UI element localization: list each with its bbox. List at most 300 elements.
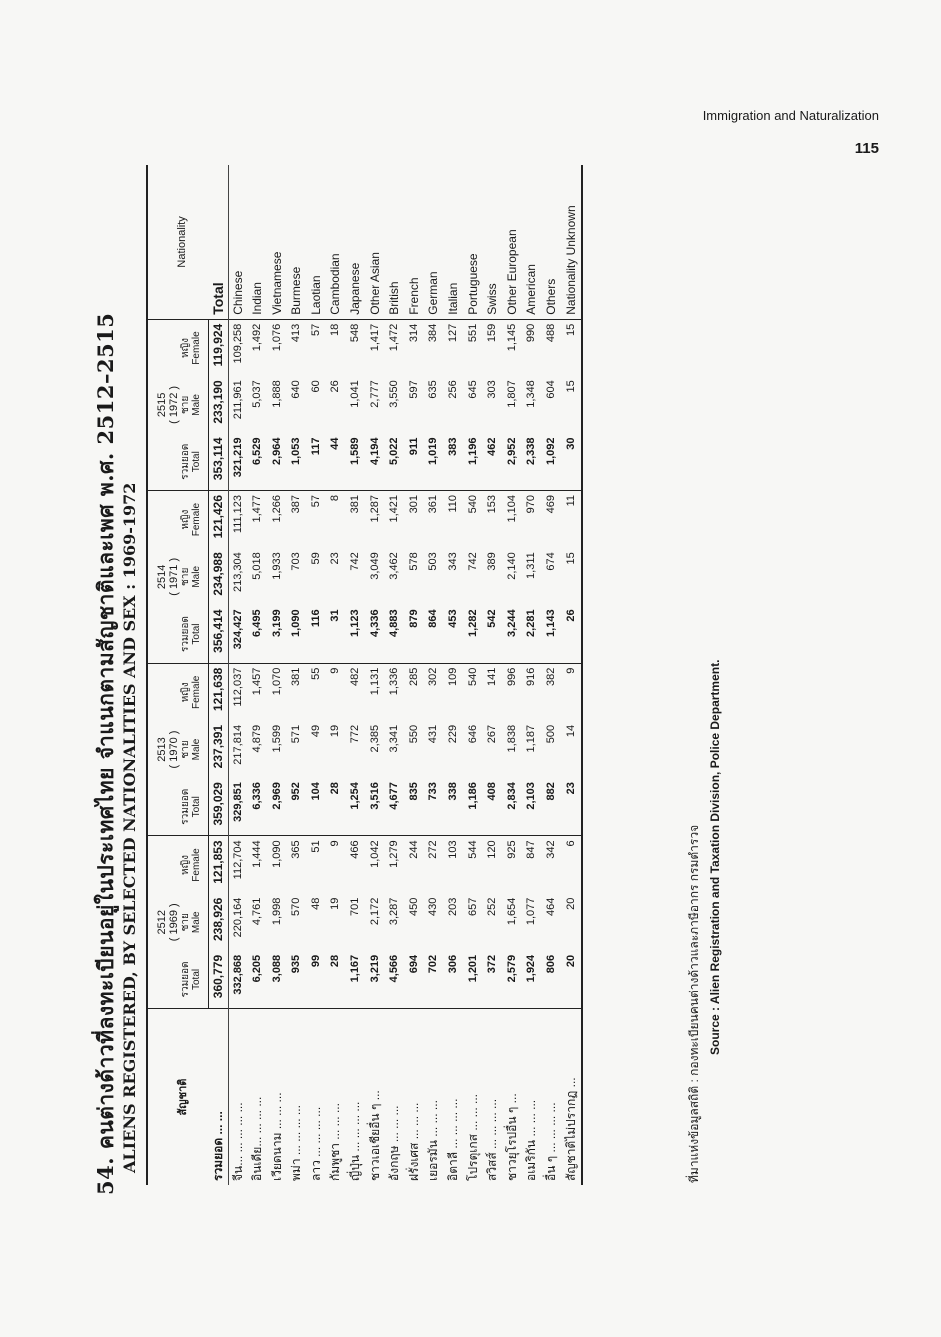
nationality-thai-cell: อื่น ๆ ... ... ... ... xyxy=(544,1102,558,1181)
value-cell: 1,196 xyxy=(464,433,484,490)
page-number: 115 xyxy=(854,140,879,157)
value-cell: 879 xyxy=(405,605,425,663)
source-note-thai: ที่มาแห่งข้อมูลสถิติ : กองทะเบียนคนต่างด้าวและภาษีอากร กรมตำรวจ xyxy=(687,824,701,1183)
subheader-male-2: ชาย Male xyxy=(180,548,209,605)
value-cell: 51 xyxy=(309,840,322,853)
value-cell: 1,254 xyxy=(346,778,366,836)
value-cell: 303 xyxy=(486,380,499,399)
nationality-english-cell: Other Asian xyxy=(366,165,386,319)
value-cell: 1,104 xyxy=(505,494,518,523)
value-cell: 1,348 xyxy=(525,380,538,408)
value-cell: 3,516 xyxy=(366,778,386,836)
value-cell: 466 xyxy=(349,840,362,859)
subheader-male-3: ชาย Male xyxy=(180,376,209,433)
value-cell: 952 xyxy=(287,778,307,836)
value-cell: 14 xyxy=(564,724,577,738)
value-cell: 5,037 xyxy=(251,380,264,408)
table-row xyxy=(287,165,307,1185)
value-cell: 1,201 xyxy=(464,951,484,1009)
source-note-english: Source : Alien Registration and Taxation Division, Police Department. xyxy=(708,659,722,1055)
value-cell: 2,579 xyxy=(503,951,523,1009)
value-cell: 99 xyxy=(307,951,327,1009)
value-cell: 6,336 xyxy=(248,778,268,836)
value-cell: 1,444 xyxy=(251,840,264,868)
aliens-registered-table xyxy=(146,165,583,1185)
table-row xyxy=(268,165,288,1185)
value-cell: 217,814 xyxy=(231,724,244,765)
value-cell: 302 xyxy=(427,667,440,687)
value-cell: 864 xyxy=(424,605,444,663)
value-cell: 252 xyxy=(486,897,499,916)
value-cell: 453 xyxy=(444,605,464,663)
year-header-2514: 2514 ( 1971 ) xyxy=(147,490,180,663)
value-cell: 141 xyxy=(486,667,499,687)
value-cell: 694 xyxy=(405,951,425,1009)
value-cell: 806 xyxy=(542,951,562,1009)
value-cell: 1,123 xyxy=(346,605,366,663)
subheader-total-0: รวมยอด Total xyxy=(180,951,209,1009)
value-cell: 356,414 xyxy=(209,605,229,663)
value-cell: 701 xyxy=(349,897,362,916)
value-cell: 578 xyxy=(407,552,420,571)
value-cell: 1,933 xyxy=(270,552,283,580)
table-row xyxy=(464,165,484,1185)
value-cell: 1,279 xyxy=(388,840,401,868)
value-cell: 1,492 xyxy=(251,323,264,352)
value-cell: 389 xyxy=(486,552,499,571)
value-cell: 44 xyxy=(326,433,346,490)
value-cell: 359,029 xyxy=(209,778,229,836)
nationality-thai-cell: ญี่ปุ่น ... ... ... ... xyxy=(348,1101,363,1181)
value-cell: 4,566 xyxy=(385,951,405,1009)
value-cell: 2,952 xyxy=(503,433,523,490)
value-cell: 413 xyxy=(290,323,303,343)
value-cell: 233,190 xyxy=(209,376,229,433)
value-cell: 571 xyxy=(290,724,303,744)
value-cell: 2,338 xyxy=(522,433,542,490)
value-cell: 360,779 xyxy=(209,951,229,1009)
value-cell: 9 xyxy=(329,840,342,847)
nationality-english-cell: Burmese xyxy=(287,165,307,319)
value-cell: 4,879 xyxy=(251,724,264,753)
value-cell: 2,172 xyxy=(368,897,381,926)
value-cell: 3,219 xyxy=(366,951,386,1009)
value-cell: 238,926 xyxy=(209,894,229,951)
table-row xyxy=(483,165,503,1185)
value-cell: 112,704 xyxy=(231,840,244,880)
nationality-thai-cell: อิตาลี ... ... ... ... xyxy=(446,1098,461,1181)
value-cell: 4,677 xyxy=(385,778,405,836)
value-cell: 60 xyxy=(309,380,322,393)
value-cell: 321,219 xyxy=(228,433,248,490)
value-cell: 229 xyxy=(447,724,460,744)
value-cell: 2,834 xyxy=(503,778,523,836)
value-cell: 1,186 xyxy=(464,778,484,836)
value-cell: 384 xyxy=(427,323,440,343)
value-cell: 19 xyxy=(329,897,342,910)
nationality-thai-cell: ฝรั่งเศส ... ... ... xyxy=(406,1102,421,1181)
value-cell: 640 xyxy=(290,380,303,399)
nationality-header-english: Nationality xyxy=(147,165,209,319)
year-header-2513: 2513 ( 1970 ) xyxy=(147,663,180,836)
nationality-english-cell: Cambodian xyxy=(326,165,346,319)
value-cell: 1,599 xyxy=(270,724,283,753)
value-cell: 3,287 xyxy=(388,897,401,926)
value-cell: 1,070 xyxy=(270,667,283,696)
value-cell: 120 xyxy=(486,840,499,859)
value-cell: 548 xyxy=(349,323,362,343)
nationality-thai-cell: โปรตุเกส ... ... ... xyxy=(465,1094,480,1181)
value-cell: 267 xyxy=(486,724,499,744)
value-cell: 382 xyxy=(545,667,557,687)
value-cell: 1,145 xyxy=(505,323,518,352)
value-cell: 550 xyxy=(407,724,420,744)
nationality-thai-cell: จีน... ... ... ... ... xyxy=(230,1102,245,1181)
value-cell: 1,143 xyxy=(542,605,562,663)
nationality-thai-cell: ลาว ... ... ... ... xyxy=(308,1106,323,1181)
value-cell: 635 xyxy=(427,380,440,399)
value-cell: 211,961 xyxy=(231,380,244,420)
value-cell: 1,998 xyxy=(270,897,283,926)
value-cell: 6,495 xyxy=(248,605,268,663)
value-cell: 925 xyxy=(505,840,518,859)
value-cell: 381 xyxy=(290,667,303,687)
nationality-english-cell: Japanese xyxy=(346,165,366,319)
value-cell: 1,654 xyxy=(505,897,518,926)
value-cell: 117 xyxy=(307,433,327,490)
value-cell: 645 xyxy=(466,380,479,399)
value-cell: 674 xyxy=(545,552,557,571)
value-cell: 213,304 xyxy=(231,552,244,592)
value-cell: 153 xyxy=(486,494,499,514)
value-cell: 111,123 xyxy=(231,494,244,534)
nationality-thai-cell: อังกฤษ ... ... ... xyxy=(387,1105,402,1181)
value-cell: 882 xyxy=(542,778,562,836)
value-cell: 57 xyxy=(309,323,322,337)
table-row xyxy=(522,165,542,1185)
nationality-thai-cell: เยอรมัน ... ... ... xyxy=(426,1100,441,1181)
value-cell: 1,092 xyxy=(542,433,562,490)
value-cell: 1,090 xyxy=(270,840,283,868)
value-cell: 112,037 xyxy=(231,667,244,707)
value-cell: 646 xyxy=(466,724,479,744)
value-cell: 301 xyxy=(407,494,420,514)
value-cell: 772 xyxy=(349,724,362,744)
value-cell: 742 xyxy=(466,552,479,571)
value-cell: 464 xyxy=(545,897,557,916)
value-cell: 657 xyxy=(466,897,479,916)
value-cell: 1,019 xyxy=(424,433,444,490)
value-cell: 353,114 xyxy=(209,433,229,490)
value-cell: 970 xyxy=(525,494,538,514)
value-cell: 996 xyxy=(505,667,518,687)
nationality-english-cell: French xyxy=(405,165,425,319)
nationality-thai-cell: ชาวยุโรปอื่น ๆ ... xyxy=(504,1093,519,1181)
nationality-english-cell: German xyxy=(424,165,444,319)
value-cell: 3,049 xyxy=(368,552,381,580)
value-cell: 1,472 xyxy=(388,323,401,352)
value-cell: 1,589 xyxy=(346,433,366,490)
value-cell: 3,341 xyxy=(388,724,401,753)
value-cell: 847 xyxy=(525,840,538,859)
value-cell: 916 xyxy=(525,667,538,687)
table-row xyxy=(228,165,248,1185)
nationality-thai-cell: เวียดนาม ... ... ... xyxy=(269,1092,284,1181)
value-cell: 4,194 xyxy=(366,433,386,490)
table-row xyxy=(248,165,268,1185)
value-cell: 702 xyxy=(424,951,444,1009)
value-cell: 462 xyxy=(483,433,503,490)
value-cell: 482 xyxy=(349,667,362,687)
value-cell: 28 xyxy=(326,778,346,836)
value-cell: 1,311 xyxy=(525,552,538,579)
nationality-english-cell: Portuguese xyxy=(464,165,484,319)
value-cell: 28 xyxy=(326,951,346,1009)
nationality-english-cell: Other European xyxy=(503,165,523,319)
value-cell: 450 xyxy=(407,897,420,916)
value-cell: 703 xyxy=(290,552,303,571)
value-cell: 1,421 xyxy=(388,494,401,523)
value-cell: 542 xyxy=(483,605,503,663)
subheader-female-0: หญิง Female xyxy=(180,836,209,894)
nationality-english-cell: Indian xyxy=(248,165,268,319)
table-row xyxy=(424,165,444,1185)
nationality-thai-cell: พม่า ... ... ... ... xyxy=(289,1105,304,1181)
value-cell: 15 xyxy=(564,380,577,393)
value-cell: 361 xyxy=(427,494,440,514)
table-row xyxy=(562,165,583,1185)
value-cell: 570 xyxy=(290,897,303,916)
value-cell: 23 xyxy=(329,552,342,565)
value-cell: 159 xyxy=(486,323,499,343)
nationality-thai-cell: กัมพูชา ... ... ... xyxy=(328,1103,343,1181)
value-cell: 1,924 xyxy=(522,951,542,1009)
value-cell: 604 xyxy=(545,380,557,399)
table-row xyxy=(346,165,366,1185)
nationality-english-cell: British xyxy=(385,165,405,319)
value-cell: 5,018 xyxy=(251,552,264,580)
value-cell: 733 xyxy=(424,778,444,836)
value-cell: 103 xyxy=(447,840,460,859)
value-cell: 1,266 xyxy=(270,494,283,523)
value-cell: 19 xyxy=(329,724,342,738)
value-cell: 1,417 xyxy=(368,323,381,352)
value-cell: 3,550 xyxy=(388,380,401,408)
nationality-english-cell: Nationality Unknown xyxy=(562,165,583,319)
value-cell: 835 xyxy=(405,778,425,836)
value-cell: 2,964 xyxy=(268,433,288,490)
value-cell: 127 xyxy=(447,323,460,343)
value-cell: 6,529 xyxy=(248,433,268,490)
nationality-english-cell: American xyxy=(522,165,542,319)
value-cell: 1,076 xyxy=(270,323,283,352)
value-cell: 104 xyxy=(307,778,327,836)
value-cell: 551 xyxy=(466,323,479,343)
value-cell: 203 xyxy=(447,897,460,916)
value-cell: 314 xyxy=(407,323,420,343)
nationality-english-cell: Laotian xyxy=(307,165,327,319)
table-row xyxy=(444,165,464,1185)
value-cell: 4,336 xyxy=(366,605,386,663)
value-cell: 119,924 xyxy=(209,319,229,376)
value-cell: 220,164 xyxy=(231,897,244,938)
value-cell: 332,868 xyxy=(228,951,248,1009)
value-cell: 1,187 xyxy=(525,724,538,753)
value-cell: 935 xyxy=(287,951,307,1009)
value-cell: 3,088 xyxy=(268,951,288,1009)
value-cell: 23 xyxy=(562,778,583,836)
nationality-english-cell: Swiss xyxy=(483,165,503,319)
value-cell: 503 xyxy=(427,552,440,571)
nationality-english-cell: Total xyxy=(209,165,229,319)
value-cell: 31 xyxy=(326,605,346,663)
value-cell: 244 xyxy=(407,840,420,859)
value-cell: 116 xyxy=(307,605,327,663)
value-cell: 1,282 xyxy=(464,605,484,663)
value-cell: 109 xyxy=(447,667,460,687)
value-cell: 742 xyxy=(349,552,362,571)
value-cell: 59 xyxy=(309,552,322,565)
value-cell: 544 xyxy=(466,840,479,859)
subheader-female-2: หญิง Female xyxy=(180,490,209,548)
value-cell: 911 xyxy=(405,433,425,490)
value-cell: 469 xyxy=(545,494,557,514)
year-header-2515: 2515 ( 1972 ) xyxy=(147,319,180,490)
value-cell: 20 xyxy=(564,897,577,910)
nationality-thai-cell: รวมยอด ... ... xyxy=(209,1009,229,1185)
value-cell: 1,041 xyxy=(349,380,362,408)
value-cell: 57 xyxy=(309,494,322,508)
value-cell: 338 xyxy=(444,778,464,836)
value-cell: 431 xyxy=(427,724,440,744)
value-cell: 121,426 xyxy=(209,490,229,548)
value-cell: 237,391 xyxy=(209,721,229,778)
value-cell: 3,244 xyxy=(503,605,523,663)
table-row xyxy=(366,165,386,1185)
nationality-header-thai: สัญชาติ xyxy=(177,1078,190,1116)
value-cell: 55 xyxy=(309,667,322,680)
nationality-english-cell: Italian xyxy=(444,165,464,319)
value-cell: 1,077 xyxy=(525,897,538,926)
value-cell: 381 xyxy=(349,494,362,514)
value-cell: 324,427 xyxy=(228,605,248,663)
value-cell: 1,477 xyxy=(251,494,264,523)
value-cell: 500 xyxy=(545,724,557,744)
value-cell: 1,053 xyxy=(287,433,307,490)
value-cell: 343 xyxy=(447,552,460,571)
value-cell: 6 xyxy=(564,840,577,847)
value-cell: 990 xyxy=(525,323,538,343)
value-cell: 256 xyxy=(447,380,460,399)
value-cell: 2,281 xyxy=(522,605,542,663)
value-cell: 4,761 xyxy=(251,897,264,926)
value-cell: 1,888 xyxy=(270,380,283,408)
table-row xyxy=(405,165,425,1185)
value-cell: 2,385 xyxy=(368,724,381,753)
nationality-thai-cell: สวิสส์ ... ... ... ... xyxy=(485,1098,500,1181)
total-row xyxy=(209,165,229,1185)
table-row xyxy=(503,165,523,1185)
value-cell: 1,287 xyxy=(368,494,381,523)
value-cell: 49 xyxy=(309,724,322,738)
value-cell: 6,205 xyxy=(248,951,268,1009)
value-cell: 20 xyxy=(562,951,583,1009)
table-row xyxy=(385,165,405,1185)
value-cell: 30 xyxy=(562,433,583,490)
subheader-male-0: ชาย Male xyxy=(180,894,209,951)
value-cell: 1,167 xyxy=(346,951,366,1009)
value-cell: 540 xyxy=(466,494,479,514)
value-cell: 540 xyxy=(466,667,479,687)
value-cell: 121,853 xyxy=(209,836,229,894)
subheader-female-1: หญิง Female xyxy=(180,663,209,721)
value-cell: 342 xyxy=(545,840,557,859)
value-cell: 3,462 xyxy=(388,552,401,580)
value-cell: 2,140 xyxy=(505,552,518,580)
value-cell: 597 xyxy=(407,380,420,399)
value-cell: 15 xyxy=(564,552,577,565)
value-cell: 234,988 xyxy=(209,548,229,605)
value-cell: 8 xyxy=(329,494,342,502)
table-row xyxy=(542,165,562,1185)
value-cell: 110 xyxy=(447,494,460,513)
value-cell: 2,969 xyxy=(268,778,288,836)
value-cell: 1,807 xyxy=(505,380,518,408)
nationality-english-cell: Vietnamese xyxy=(268,165,288,319)
table-title-thai: 54. คนต่างด้าวที่ลงทะเบียนอยู่ในประเทศไทย จำแนกตามสัญชาติและเพศ พ.ศ. 2512–2515 xyxy=(93,312,118,1195)
subheader-total-2: รวมยอด Total xyxy=(180,605,209,663)
nationality-english-cell: Others xyxy=(542,165,562,319)
value-cell: 1,336 xyxy=(388,667,401,696)
value-cell: 15 xyxy=(564,323,577,337)
value-cell: 11 xyxy=(564,494,577,507)
value-cell: 9 xyxy=(564,667,577,674)
table-title-english: ALIENS REGISTERED, BY SELECTED NATIONALITIES AND SEX : 1969-1972 xyxy=(120,482,139,1173)
value-cell: 430 xyxy=(427,897,440,916)
subheader-total-3: รวมยอด Total xyxy=(180,433,209,490)
value-cell: 383 xyxy=(444,433,464,490)
value-cell: 5,022 xyxy=(385,433,405,490)
nationality-english-cell: Chinese xyxy=(228,165,248,319)
year-header-2512: 2512 ( 1969 ) xyxy=(147,836,180,1009)
value-cell: 306 xyxy=(444,951,464,1009)
table-row xyxy=(326,165,346,1185)
nationality-thai-cell: อเมริกัน ... ... ... xyxy=(524,1099,539,1181)
value-cell: 272 xyxy=(427,840,440,859)
value-cell: 2,103 xyxy=(522,778,542,836)
value-cell: 329,851 xyxy=(228,778,248,836)
value-cell: 9 xyxy=(329,667,342,674)
value-cell: 1,838 xyxy=(505,724,518,753)
subheader-female-3: หญิง Female xyxy=(180,319,209,376)
value-cell: 488 xyxy=(545,323,557,343)
value-cell: 3,199 xyxy=(268,605,288,663)
subheader-total-1: รวมยอด Total xyxy=(180,778,209,836)
value-cell: 285 xyxy=(407,667,420,687)
nationality-thai-cell: ชาวเอเชียอื่น ๆ ... xyxy=(367,1090,382,1181)
nationality-thai-cell: สัญชาติไม่ปรากฏ ... xyxy=(563,1077,578,1181)
value-cell: 48 xyxy=(309,897,322,910)
value-cell: 365 xyxy=(290,840,303,859)
table-row xyxy=(307,165,327,1185)
value-cell: 1,090 xyxy=(287,605,307,663)
value-cell: 26 xyxy=(329,380,342,393)
value-cell: 26 xyxy=(562,605,583,663)
value-cell: 1,457 xyxy=(251,667,264,696)
rotated-table-page xyxy=(60,55,750,1195)
value-cell: 372 xyxy=(483,951,503,1009)
value-cell: 2,777 xyxy=(368,380,381,408)
